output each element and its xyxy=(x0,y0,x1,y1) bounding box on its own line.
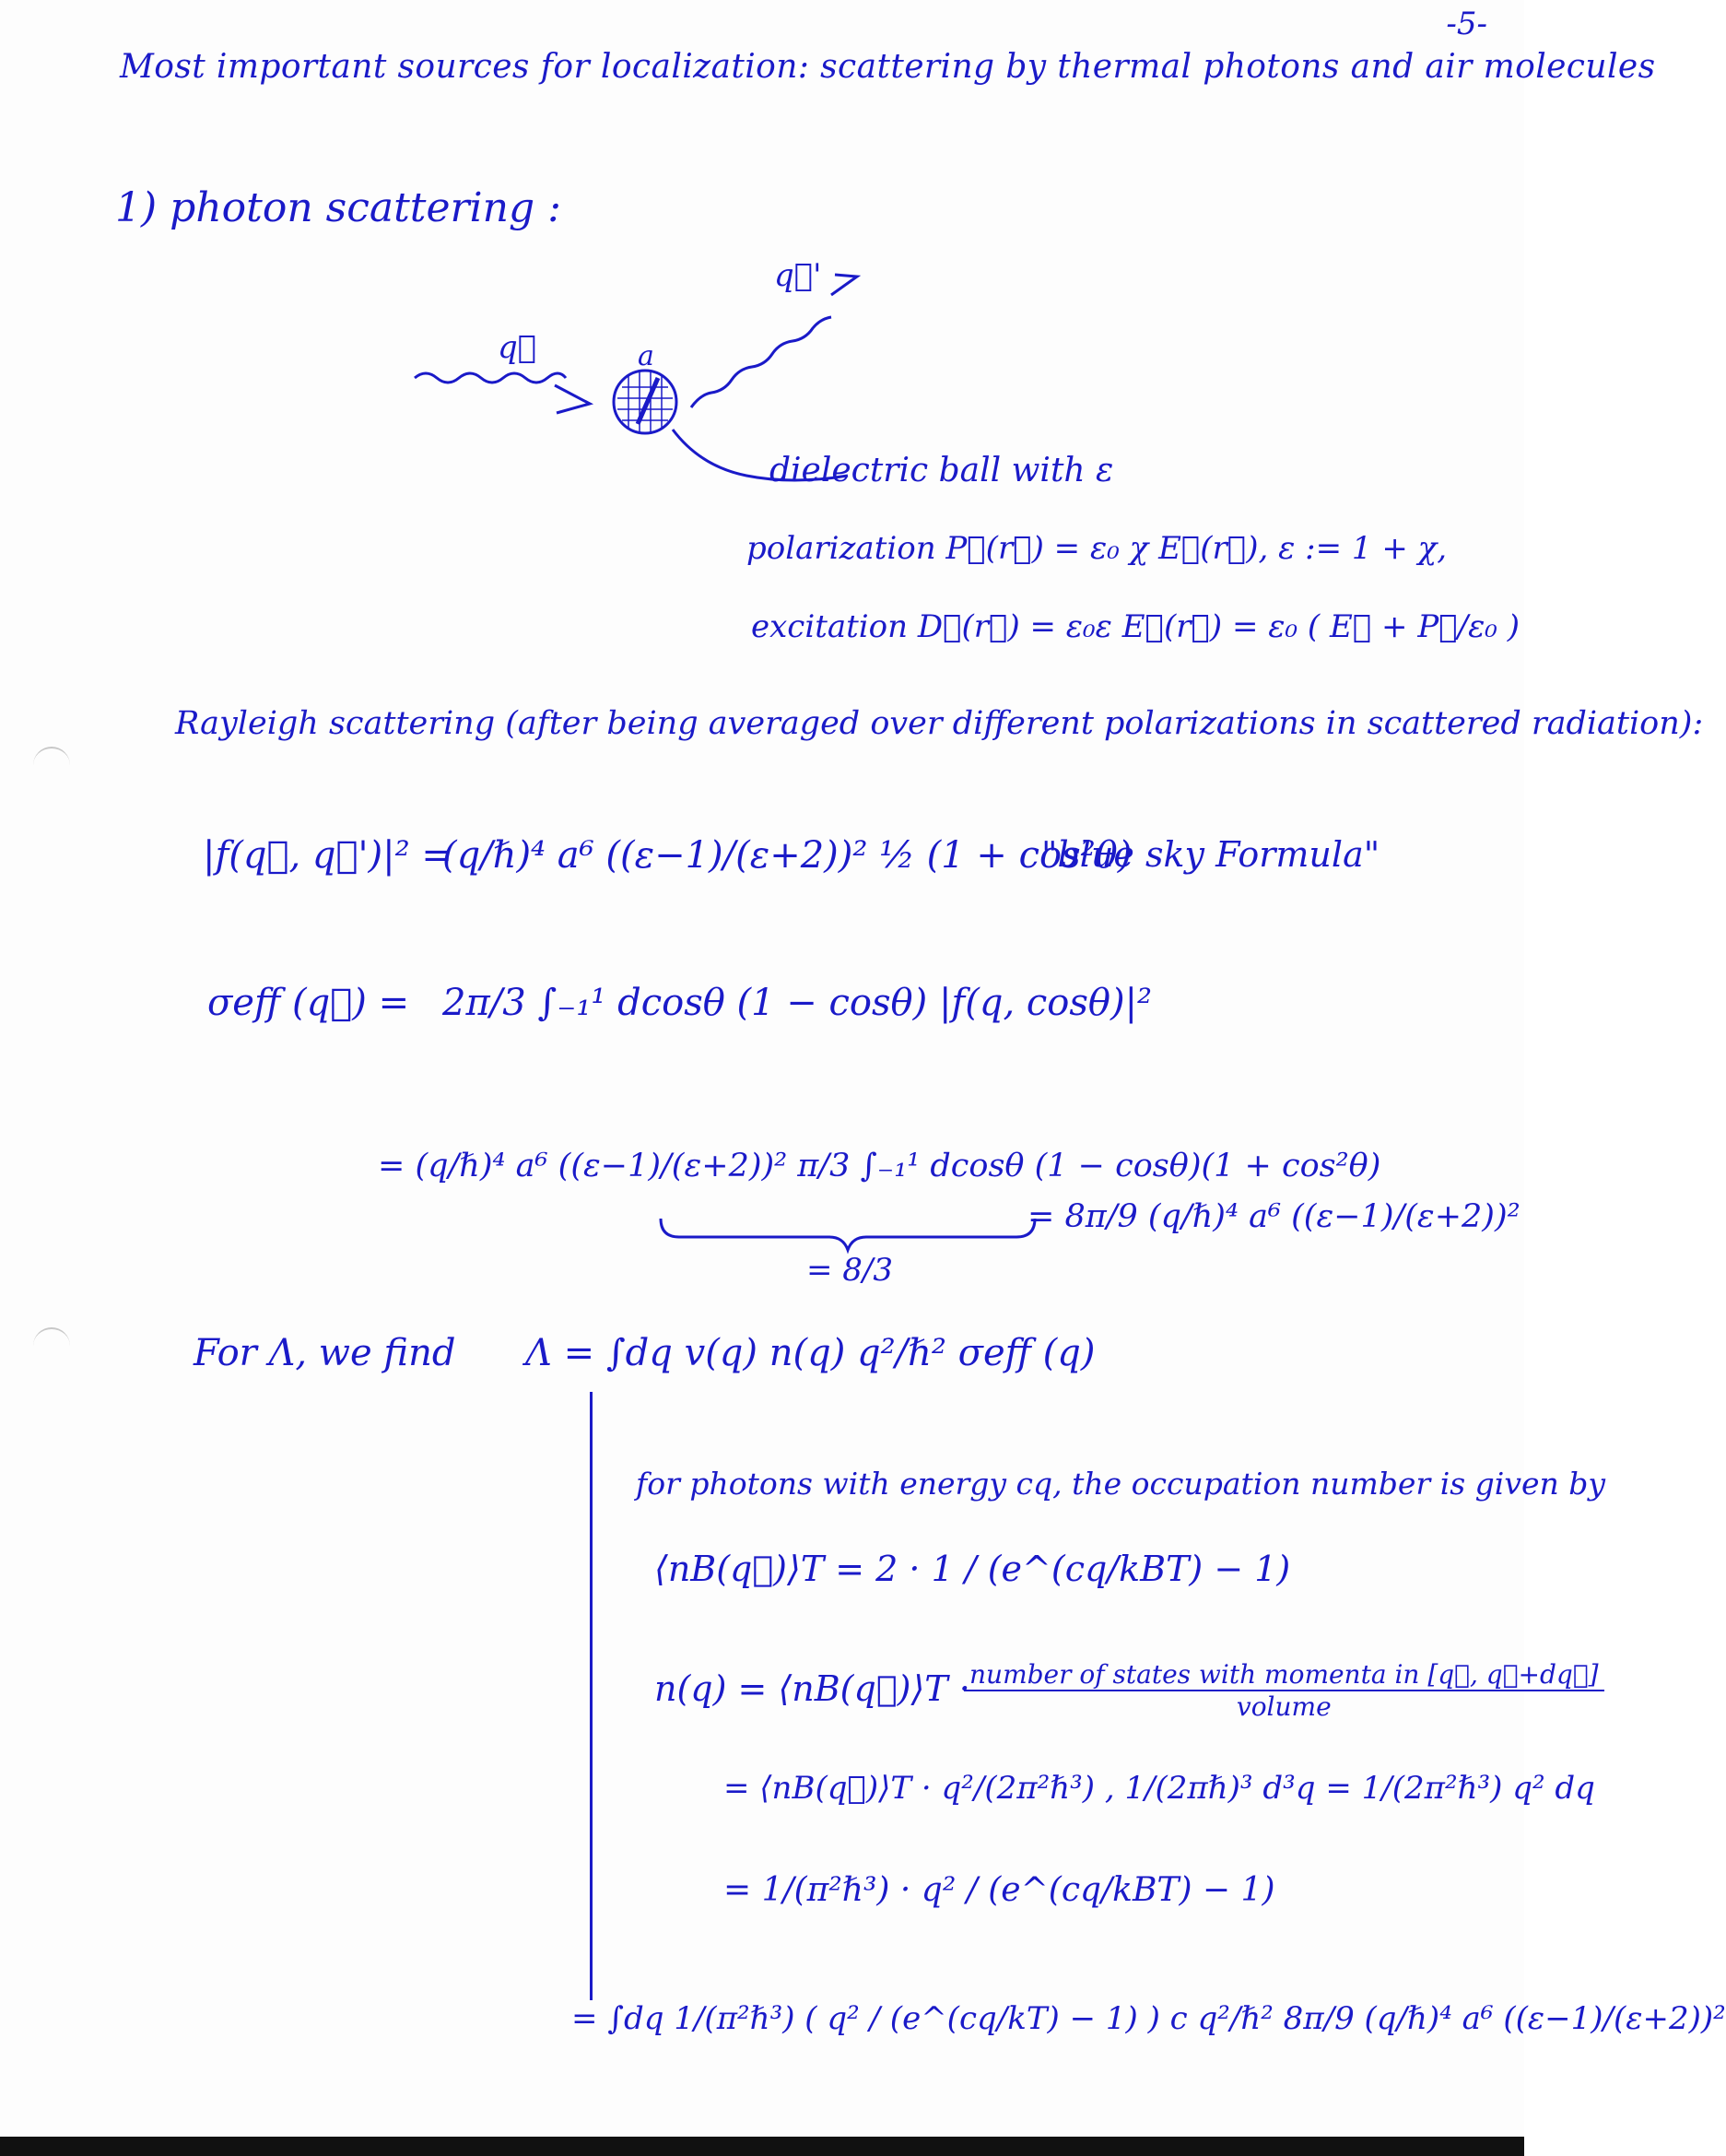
blue-sky-rhs: (q/ℏ)⁴ a⁶ ((ε−1)/(ε+2))² ½ (1 + cos²θ) xyxy=(442,834,1133,877)
bose-occupation-equation: ⟨nB(q⃗)⟩T = 2 · 1 / (e^(cq/kBT) − 1) xyxy=(654,1549,1291,1589)
final-lambda-integral: = ∫dq 1/(π²ℏ³) ( q² / (e^(cq/kT) − 1) ) c q²/ℏ² 8π/9 (q/ℏ)⁴ a⁶ ((ε−1)/(ε+2))² xyxy=(571,2000,1726,2037)
radius-line xyxy=(638,378,658,424)
punch-hole-mark xyxy=(33,747,70,765)
sigma-eff-result: = 8π/9 (q/ℏ)⁴ a⁶ ((ε−1)/(ε+2))² xyxy=(1027,1198,1521,1235)
label-radius-a: a xyxy=(638,340,654,372)
polarization-definition: polarization P⃗(r⃗) = ε₀ χ E⃗(r⃗), ε := 1 + χ, xyxy=(746,530,1448,567)
blue-sky-note: "blue sky Formula" xyxy=(1041,834,1380,875)
scan-border xyxy=(0,2137,1524,2156)
lambda-equation: Λ = ∫dq v(q) n(q) q²/ℏ² σeff (q) xyxy=(525,1332,1096,1374)
outgoing-photon-wave xyxy=(691,317,831,407)
page-number: -5- xyxy=(1446,6,1487,42)
sigma-eff-lhs: σeff (q⃗) = xyxy=(207,982,410,1024)
incoming-photon-wave xyxy=(415,373,566,383)
blue-sky-lhs: |f(q⃗, q⃗')|² = xyxy=(203,834,452,877)
derivation-bracket-line xyxy=(590,1392,593,2000)
punch-hole-mark xyxy=(33,1327,70,1346)
sigma-eff-line2: = (q/ℏ)⁴ a⁶ ((ε−1)/(ε+2))² π/3 ∫₋₁¹ dcosθ (1 − cosθ)(1 + cos²θ) xyxy=(378,1148,1381,1184)
underbrace-value: = 8/3 xyxy=(806,1252,894,1289)
underbrace xyxy=(659,1215,1037,1252)
page-heading: Most important sources for localization: scattering by thermal photons and air molecules xyxy=(120,48,1656,86)
sigma-eff-line1: 2π/3 ∫₋₁¹ dcosθ (1 − cosθ) |f(q, cosθ)|² xyxy=(442,982,1153,1024)
excitation-definition: excitation D⃗(r⃗) = ε₀ε E⃗(r⃗) = ε₀ ( E⃗ + P⃗/ε₀ ) xyxy=(751,608,1521,645)
rayleigh-heading: Rayleigh scattering (after being averaged over different polarizations in scattered radiation): xyxy=(175,705,1704,742)
outgoing-arrowhead xyxy=(831,275,857,295)
label-q-outgoing: q⃗' xyxy=(774,257,822,294)
photon-occupation-text: for photons with energy cq, the occupation number is given by xyxy=(636,1466,1606,1502)
states-fraction-numerator: number of states with momenta in [q⃗, q⃗+dq⃗] xyxy=(964,1659,1604,1691)
dielectric-ball-label: dielectric ball with ε xyxy=(769,452,1114,489)
section-heading: 1) photon scattering : xyxy=(115,184,561,231)
lambda-intro: For Λ, we find xyxy=(194,1332,456,1374)
incoming-arrowhead xyxy=(555,385,590,413)
label-q-incoming: q⃗ xyxy=(498,329,537,366)
nq-line3: = 1/(π²ℏ³) · q² / (e^(cq/kBT) − 1) xyxy=(723,1871,1275,1909)
states-fraction xyxy=(964,1659,1604,1722)
states-fraction-denominator: volume xyxy=(1236,1691,1332,1722)
nq-line2: = ⟨nB(q⃗)⟩T · q²/(2π²ℏ³) , 1/(2πℏ)³ d³q = 1/(2π²ℏ³) q² dq xyxy=(723,1770,1595,1807)
scattering-diagram xyxy=(396,249,912,470)
nq-line1: n(q) = ⟨nB(q⃗)⟩T · xyxy=(654,1668,970,1709)
